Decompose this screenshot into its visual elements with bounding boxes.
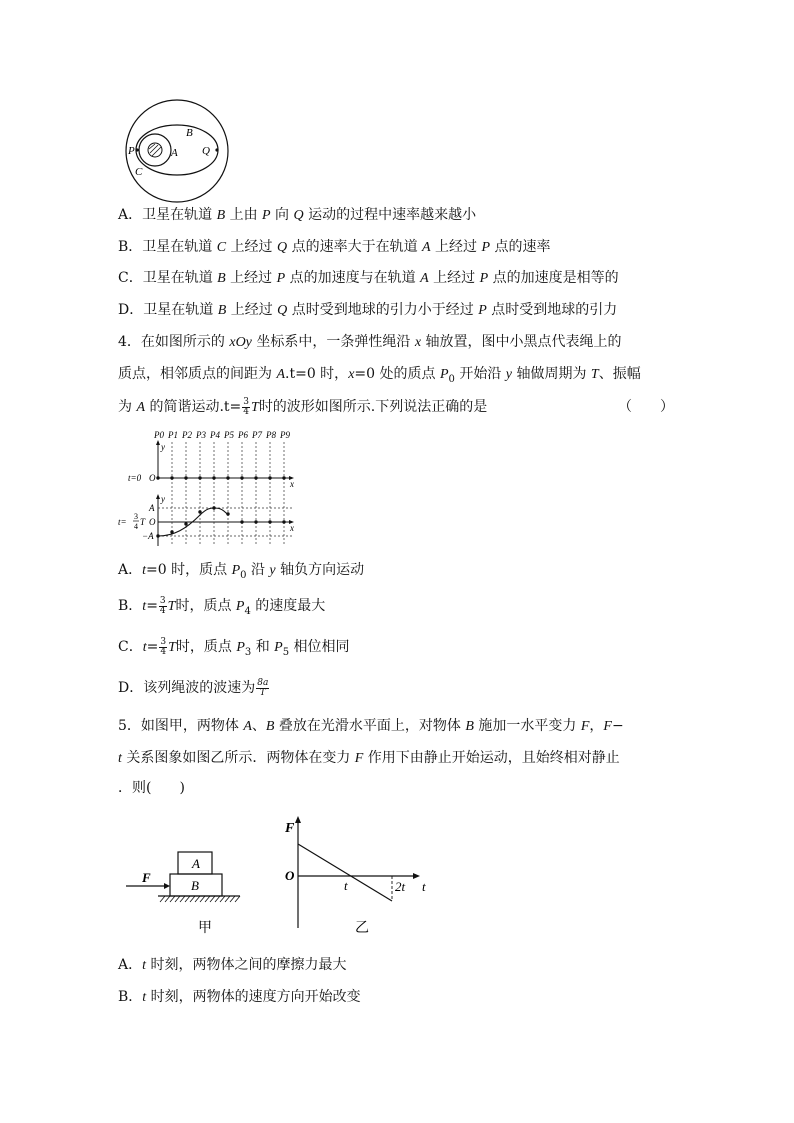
label-p1: P1 <box>168 430 178 440</box>
point-q <box>215 148 218 151</box>
force-label: F <box>142 870 151 885</box>
t-mark-label: t <box>344 878 348 893</box>
q4-answer-paren: （ ） <box>618 399 674 415</box>
figure-yi-graph <box>282 812 432 938</box>
wave-figure <box>114 428 300 552</box>
2t-mark-label: 2t <box>395 879 406 894</box>
bottom-y-label: y <box>161 494 165 504</box>
q4-option-d: D．该列绳波的波速为 $\frac{8a}{T}$ <box>118 677 269 698</box>
label-p0: P0 <box>154 430 164 440</box>
label-p7: P7 <box>252 430 262 440</box>
amplitude-neg-a-label: −A <box>142 531 154 541</box>
q3-option-d: D．卫星在轨道 B 上经过 Q 点时受到地球的引力小于经过 P 点时受到地球的引力 <box>118 302 618 318</box>
block-a-label: A <box>192 856 200 871</box>
q4-option-c: C．t= $\frac{3}{4}$ T时，质点 $P_3$ 和 $P_5$ 相位相同 <box>118 636 350 658</box>
label-p5: P5 <box>224 430 234 440</box>
q5-option-b: B．t 时刻，两物体的速度方向开始改变 <box>118 989 361 1005</box>
label-a: A <box>171 147 178 159</box>
q4-option-a: A．t=0 时，质点 $P_0$ 沿 y 轴负方向运动 <box>118 562 365 581</box>
orbit-figure <box>120 98 234 204</box>
label-p2: P2 <box>182 430 192 440</box>
top-x-label: x <box>290 479 294 489</box>
q4-stem-line1: 4．在如图所示的 xOy 坐标系中，一条弹性绳沿 x 轴放置，图中小黑点代表绳上的 <box>118 334 622 350</box>
q5-stem-line2: t 关系图象如图乙所示．两物体在变力 F 作用下由静止开始运动，且始终相对静止 <box>118 750 620 766</box>
bottom-x-label: x <box>290 523 294 533</box>
caption-yi: 乙 <box>355 921 369 936</box>
q5-stem-line3: ．则( ) <box>118 780 185 796</box>
label-p8: P8 <box>266 430 276 440</box>
orbit-a-circle <box>139 134 171 166</box>
point-p <box>135 148 138 151</box>
t34-label: t= <box>118 517 127 527</box>
t-axis-label: t <box>422 879 426 894</box>
top-origin-label: O <box>149 473 156 483</box>
bottom-origin-label: O <box>149 517 156 527</box>
label-q: Q <box>202 145 210 157</box>
t0-label: t=0 <box>128 473 142 483</box>
label-p6: P6 <box>238 430 248 440</box>
q4-stem-line3: 为 A 的简谐运动.t= $\frac{3}{4}$ T时的波形如图所示.下列说法正确的是 <box>118 396 488 417</box>
ground-hatch <box>160 896 240 902</box>
q5-option-a: A．t 时刻，两物体之间的摩擦力最大 <box>118 957 347 973</box>
label-p9: P9 <box>280 430 290 440</box>
label-p: P <box>128 145 135 157</box>
vertical-dashed-grid <box>172 442 284 546</box>
q3-option-a: A．卫星在轨道 B 上由 P 向 Q 运动的过程中速率越来越小 <box>118 207 477 223</box>
label-c: C <box>135 166 143 178</box>
t34-num: 3 <box>134 512 138 521</box>
label-b: B <box>186 127 193 139</box>
label-p3: P3 <box>196 430 206 440</box>
earth-hatched <box>148 143 162 157</box>
f-axis-label: F <box>285 821 295 836</box>
t34-T: T <box>140 517 146 527</box>
q4-option-b: B．t= $\frac{3}{4}$ T时，质点 $P_4$ 的速度最大 <box>118 595 326 617</box>
label-p4: P4 <box>210 430 220 440</box>
caption-jia: 甲 <box>198 921 212 936</box>
block-b-label: B <box>191 878 199 893</box>
particle-labels <box>153 430 290 440</box>
q3-option-c: C．卫星在轨道 B 上经过 P 点的加速度与在轨道 A 上经过 P 点的加速度是相等的 <box>118 270 619 286</box>
q3-option-b: B．卫星在轨道 C 上经过 Q 点的速率大于在轨道 A 上经过 P 点的速率 <box>118 239 551 255</box>
amplitude-a-label: A <box>149 503 155 513</box>
figure-jia-blocks <box>122 846 246 938</box>
q5-stem-line1: 5．如图甲，两物体 A、B 叠放在光滑水平面上，对物体 B 施加一水平变力 F，F− <box>118 718 624 734</box>
top-y-label: y <box>161 442 165 452</box>
origin-label: O <box>285 868 295 883</box>
q4-stem-line2: 质点，相邻质点的间距为 A.t=0 时，x=0 处的质点 $P_0$ 开始沿 y 轴做周期为 T、振幅 <box>118 366 641 385</box>
t34-den: 4 <box>134 522 138 531</box>
